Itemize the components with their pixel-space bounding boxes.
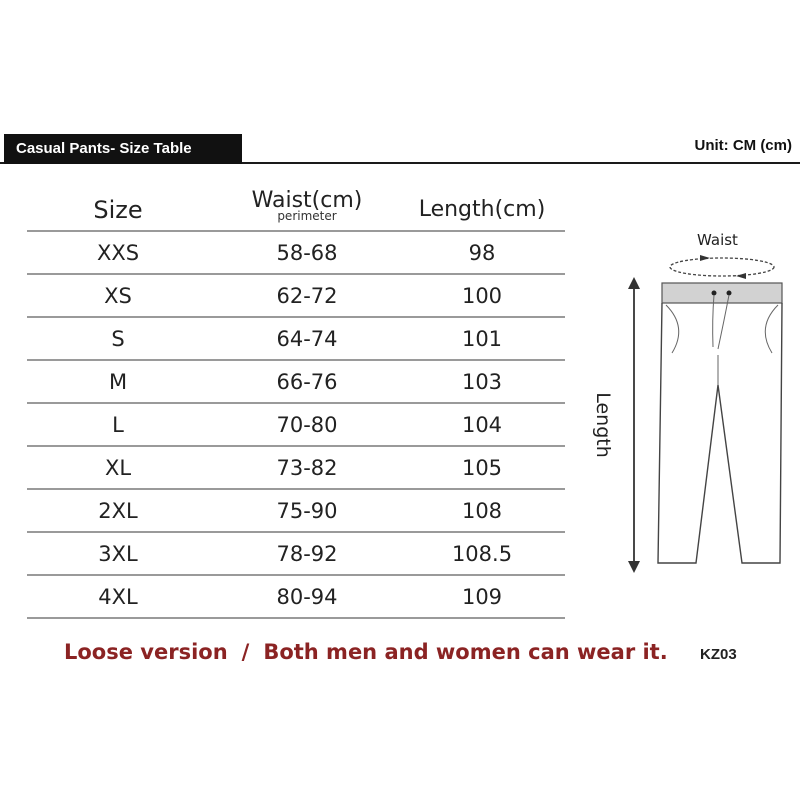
size-table xyxy=(27,186,565,619)
model-code: KZ03 xyxy=(700,646,737,663)
length-cell: 98 xyxy=(468,241,496,265)
waist-cell: 70-80 xyxy=(276,413,338,437)
table-row xyxy=(27,361,565,404)
column-header-waist-sub: perimeter xyxy=(277,209,337,223)
table-row xyxy=(27,447,565,490)
waist-cell: 78-92 xyxy=(276,542,338,566)
length-cell: 108.5 xyxy=(451,542,513,566)
size-cell: 2XL xyxy=(98,499,138,523)
table-row xyxy=(27,275,565,318)
size-cell: L xyxy=(112,413,124,437)
length-cell: 103 xyxy=(461,370,503,394)
column-header-waist xyxy=(217,188,397,223)
waist-cell: 75-90 xyxy=(276,499,338,523)
table-row xyxy=(27,533,565,576)
waist-cell: 73-82 xyxy=(276,456,338,480)
pants-diagram xyxy=(600,225,800,585)
table-row xyxy=(27,318,565,361)
table-row xyxy=(27,576,565,619)
fit-note xyxy=(64,640,668,664)
column-header-waist-label: Waist(cm) xyxy=(251,188,363,213)
size-cell: 4XL xyxy=(98,585,138,609)
table-row xyxy=(27,404,565,447)
length-cell: 101 xyxy=(461,327,503,351)
waist-cell: 64-74 xyxy=(276,327,338,351)
waist-cell: 80-94 xyxy=(276,585,338,609)
waist-label: Waist xyxy=(697,231,738,249)
waist-measure-icon xyxy=(670,255,774,279)
size-cell: M xyxy=(108,370,128,394)
size-cell: XXS xyxy=(96,241,140,265)
size-cell: XL xyxy=(104,456,132,480)
column-header-length: Length(cm) xyxy=(418,197,546,222)
table-body xyxy=(27,232,565,619)
length-cell: 100 xyxy=(461,284,503,308)
length-label: Length xyxy=(592,392,614,458)
length-measure-icon xyxy=(628,277,640,573)
table-header xyxy=(27,186,565,232)
length-cell: 109 xyxy=(461,585,503,609)
table-row xyxy=(27,232,565,275)
waist-cell: 62-72 xyxy=(276,284,338,308)
unit-label: Unit: CM (cm) xyxy=(694,137,792,154)
table-row xyxy=(27,490,565,533)
waist-cell: 58-68 xyxy=(276,241,338,265)
waist-cell: 66-76 xyxy=(276,370,338,394)
table-title: Casual Pants- Size Table xyxy=(4,134,242,164)
size-cell: 3XL xyxy=(98,542,138,566)
size-cell: XS xyxy=(104,284,132,308)
length-cell: 108 xyxy=(461,499,503,523)
length-cell: 104 xyxy=(461,413,503,437)
column-header-size: Size xyxy=(93,196,143,224)
length-cell: 105 xyxy=(461,456,503,480)
size-cell: S xyxy=(111,327,125,351)
fit-note-separator: / xyxy=(241,640,250,664)
fit-note-right: Both men and women can wear it. xyxy=(263,640,668,664)
fit-note-left: Loose version xyxy=(64,640,228,664)
